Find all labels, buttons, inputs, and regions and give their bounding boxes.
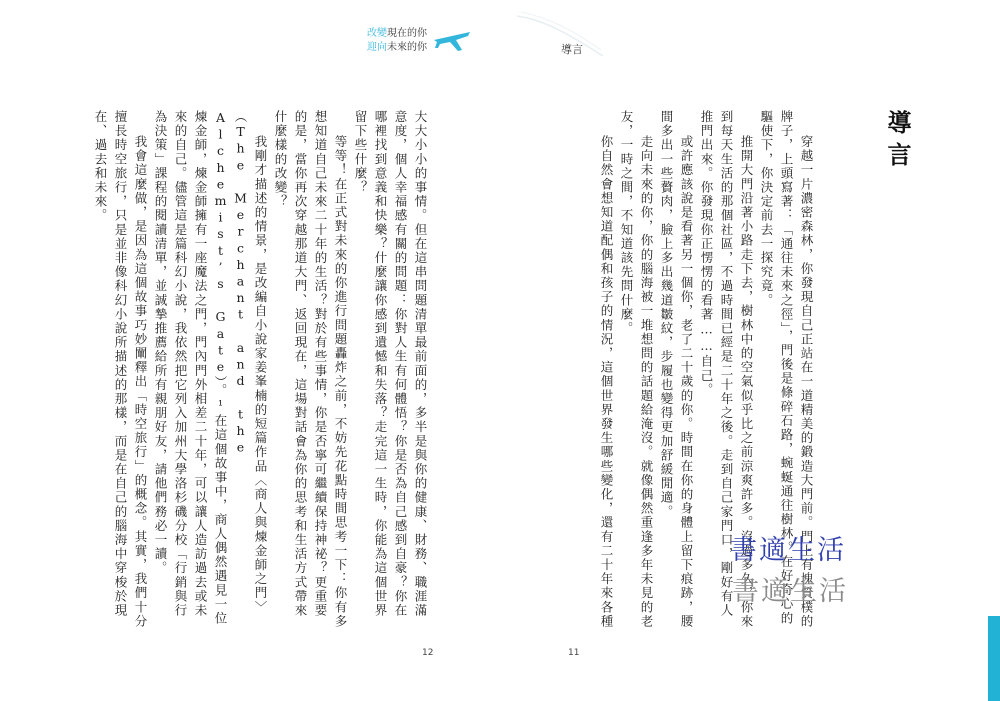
watermark-line-1: 書適生活: [730, 535, 846, 566]
chapter-title: 導言: [883, 110, 911, 174]
decorative-swoosh: [515, 10, 605, 60]
brand-line-2: 迎向未來的你: [367, 42, 427, 53]
brand-line-1: 改變現在的你: [367, 28, 427, 39]
paragraph: 走向未來的你，你的腦海被一堆想問的話題給淹沒。就像偶然重逢多年未見的老友，一時之間，不知道該先問什麼。: [619, 110, 654, 629]
paragraph: 你自然會想知道配偶和孩子的情況，這個世界發生哪些變化，還有二十年來各種: [599, 135, 614, 629]
watermark-line-2: 書適生活: [732, 576, 848, 607]
page-number-left: 12: [422, 648, 434, 658]
watermark: [730, 528, 848, 608]
paragraph: 穿越一片濃密森林，你發現自己正站在一道精美的鍛造大門前。門上有塊質樸的牌子，上頭寫著：「通往未來之徑」，門後是條碎石路，蜿蜒通往樹林。在好奇心的驅使下，你決定前去一探究竟。: [759, 110, 814, 629]
paragraph: 或許應該說是看著另一個你，老了二十歲的你。時間在你的身體上留下痕跡，腰間多出一些贅肉，臉上多出幾道皺紋，步履也變得更加舒緩閒適。: [659, 110, 694, 629]
running-header-section: 導言: [561, 43, 583, 56]
paragraph: 我剛才描述的情景，是改編自小說家姜峯楠的短篇作品〈商人與煉金師之門〉（The Merchant and the Alchemist’s Gate）。¹在這個故事中，商人偶然遇見一位煉金師，煉金師擁有一座魔法之門，門內門外相差二十年，可以讓人造訪過去或未來的自己。儘管這是篇科幻小說，我依然把它列入加州大學洛杉磯分校「行銷與行為決策」課程的閱讀清單，並誠摯推薦給所有親朋好友，請他們務必一讀。: [153, 110, 268, 626]
chapter-thumb-tab: [988, 616, 1000, 701]
paragraph: 推開大門沿著小路走下去，樹林中的空氣似乎比之前涼爽許多。沒過多久，你來到每天生活的那個社區，不過時間已經是二十年之後。走到自己家門口，剛好有人推門出來。你發現你正愣愣的看著……自己。: [699, 110, 754, 629]
paragraph: 我會這麼做，是因為這個故事巧妙闡釋出「時空旅行」的概念。其實，我們十分擅長時空旅行，只是並非像科幻小說所描述的那樣，而是在自己的腦海中穿梭於現在、過去和未來。: [93, 110, 148, 629]
page-number-right: 11: [568, 648, 580, 658]
airplane-icon: [432, 24, 472, 54]
left-page-body: [90, 110, 430, 630]
paragraph: 大大小小的事情。但在這串問題清單最前面的，多半是與你的健康、財務、職涯滿意度，個人幸福感有關的問題：你對人生有何體悟？你是否為自己感到自豪？你在哪裡找到意義和快樂？什麼讓你感到遺憾和失落？走完這一生時，你能為這個世界留下些什麼？: [353, 110, 428, 618]
paragraph: 等等！在正式對未來的你進行問題轟炸之前，不妨先花點時間思考一下：你有多想知道自己未來二十年的生活？對於有些事情，你是否寧可繼續保持神祕？更重要的是，當你再次穿越那道大門、返回現在，這場對話會為你的思考和生活方式帶來什麼樣的改變？: [273, 110, 348, 629]
